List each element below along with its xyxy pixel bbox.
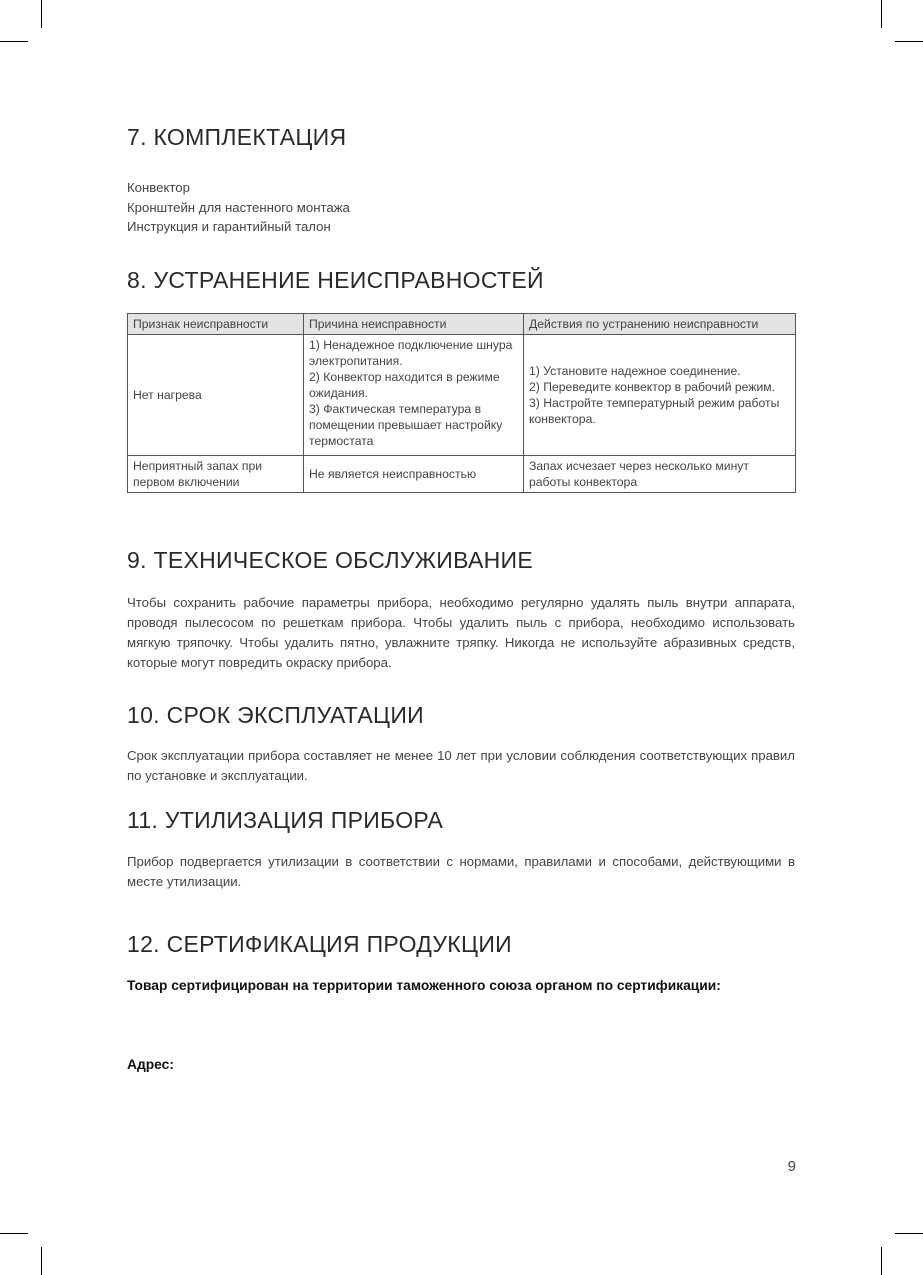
crop-mark <box>895 41 923 42</box>
maintenance-text: Чтобы сохранить рабочие параметры прибора, необходимо регулярно удалять пыль внутри аппарата, проводя пылесосом по решеткам прибора. Чтобы удалить пыль с прибора, необходимо использовать мягкую тряпочку. Чтобы удалить пятно, увлажните тряпку. Никогда не используйте абразивных средств, которые могут повредить окраску прибора. <box>127 595 795 670</box>
action-line: 3) Настройте температурный режим работы конвектора. <box>529 396 780 426</box>
header-cause: Причина неисправности <box>304 314 524 335</box>
package-item: Конвектор <box>127 180 190 195</box>
symptom-cell: Нет нагрева <box>128 335 304 456</box>
crop-mark <box>41 0 42 28</box>
section-10-title: 10. СРОК ЭКСПЛУАТАЦИИ <box>127 702 425 728</box>
cause-line: 1) Ненадежное подключение шнура электропитания. <box>309 338 513 368</box>
action-line: 1) Установите надежное соединение. <box>529 364 741 378</box>
header-symptom: Признак неисправности <box>128 314 304 335</box>
certification-text: Товар сертифицирован на территории таможенного союза органом по сертификации: <box>127 978 721 993</box>
symptom-cell: Неприятный запах при первом включении <box>128 456 304 493</box>
section-9-title: 9. ТЕХНИЧЕСКОЕ ОБСЛУЖИВАНИЕ <box>127 547 534 573</box>
crop-mark <box>881 0 882 28</box>
action-cell: Запах исчезает через несколько минут работы конвектора <box>524 456 796 493</box>
cause-line: 3) Фактическая температура в помещении превышает настройку термостата <box>309 402 503 448</box>
disposal-text: Прибор подвергается утилизации в соответствии с нормами, правилами и способами, действующими в месте утилизации. <box>127 854 795 889</box>
table-row <box>128 456 796 493</box>
crop-mark <box>881 1247 882 1275</box>
address-label: Адрес: <box>127 1057 174 1072</box>
section-8-title: 8. УСТРАНЕНИЕ НЕИСПРАВНОСТЕЙ <box>127 267 544 293</box>
cause-line: 2) Конвектор находится в режиме ожидания. <box>309 370 500 400</box>
section-12-title: 12. СЕРТИФИКАЦИЯ ПРОДУКЦИИ <box>127 931 512 957</box>
header-action: Действия по устранению неисправности <box>524 314 796 335</box>
cause-cell <box>304 335 524 456</box>
action-cell <box>524 335 796 456</box>
package-item: Кронштейн для настенного монтажа <box>127 199 350 215</box>
action-line: 2) Переведите конвектор в рабочий режим. <box>529 380 776 394</box>
crop-mark <box>0 41 28 42</box>
package-item: Инструкция и гарантийный талон <box>127 219 331 234</box>
page-number: 9 <box>787 1158 796 1175</box>
package-list <box>127 178 795 237</box>
section-7-title: 7. КОМПЛЕКТАЦИЯ <box>127 124 347 150</box>
crop-mark <box>895 1233 923 1234</box>
section-11-title: 11. УТИЛИЗАЦИЯ ПРИБОРА <box>127 807 444 833</box>
troubleshooting-table <box>127 313 796 493</box>
crop-mark <box>0 1233 28 1234</box>
service-life-text: Срок эксплуатации прибора составляет не менее 10 лет при условии соблюдения соответствующих правил по установке и эксплуатации. <box>127 748 795 783</box>
table-header-row <box>128 314 796 335</box>
cause-cell: Не является неисправностью <box>304 456 524 493</box>
table-row <box>128 335 796 456</box>
crop-mark <box>41 1247 42 1275</box>
